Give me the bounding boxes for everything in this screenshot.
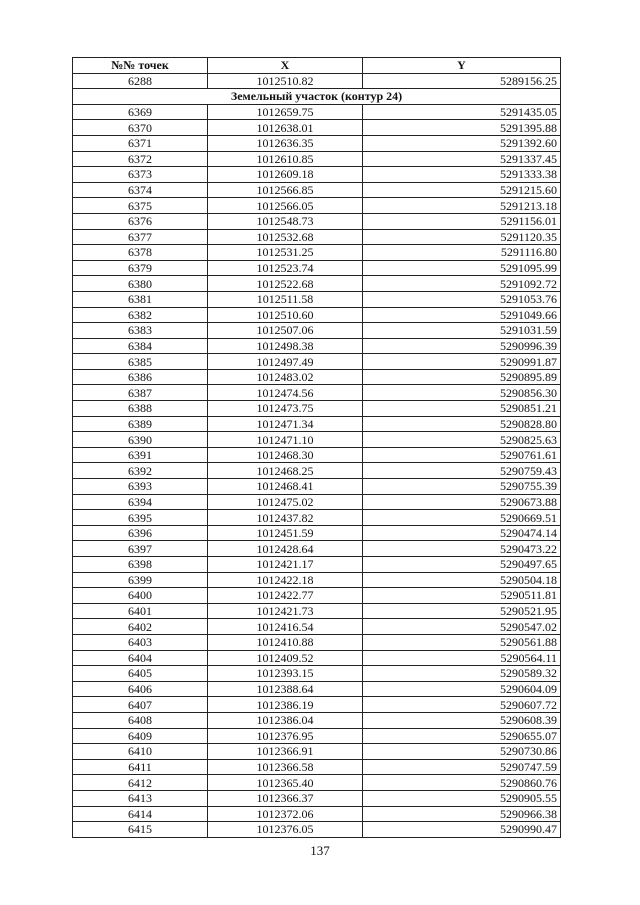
y-cell: 5290759.43 bbox=[363, 463, 561, 479]
table-row bbox=[73, 557, 561, 573]
x-cell: 1012566.05 bbox=[208, 198, 363, 214]
point-number-cell: 6395 bbox=[73, 510, 208, 526]
table-row bbox=[73, 369, 561, 385]
x-cell: 1012507.06 bbox=[208, 323, 363, 339]
x-cell: 1012474.56 bbox=[208, 385, 363, 401]
y-cell: 5291053.76 bbox=[363, 291, 561, 307]
x-cell: 1012511.58 bbox=[208, 291, 363, 307]
point-number-cell: 6393 bbox=[73, 479, 208, 495]
x-cell: 1012428.64 bbox=[208, 541, 363, 557]
y-cell: 5291049.66 bbox=[363, 307, 561, 323]
x-cell: 1012522.68 bbox=[208, 276, 363, 292]
table-row bbox=[73, 525, 561, 541]
point-number-cell: 6402 bbox=[73, 619, 208, 635]
y-cell: 5291337.45 bbox=[363, 151, 561, 167]
y-cell: 5290996.39 bbox=[363, 338, 561, 354]
y-cell: 5290966.38 bbox=[363, 806, 561, 822]
point-number-cell: 6404 bbox=[73, 650, 208, 666]
x-cell: 1012473.75 bbox=[208, 401, 363, 417]
x-cell: 1012451.59 bbox=[208, 525, 363, 541]
x-cell: 1012610.85 bbox=[208, 151, 363, 167]
table-row bbox=[73, 634, 561, 650]
y-cell: 5290747.59 bbox=[363, 759, 561, 775]
point-number-cell: 6385 bbox=[73, 354, 208, 370]
point-number-cell: 6390 bbox=[73, 432, 208, 448]
point-number-cell: 6412 bbox=[73, 775, 208, 791]
table-row bbox=[73, 151, 561, 167]
y-cell: 5290474.14 bbox=[363, 525, 561, 541]
point-number-cell: 6378 bbox=[73, 245, 208, 261]
y-cell: 5290511.81 bbox=[363, 588, 561, 604]
table-row bbox=[73, 650, 561, 666]
point-number-cell: 6396 bbox=[73, 525, 208, 541]
table-row bbox=[73, 182, 561, 198]
table-row bbox=[73, 822, 561, 838]
table-row bbox=[73, 229, 561, 245]
table-row bbox=[73, 260, 561, 276]
table-row bbox=[73, 806, 561, 822]
y-cell: 5290589.32 bbox=[363, 666, 561, 682]
table-row bbox=[73, 479, 561, 495]
point-number-cell: 6397 bbox=[73, 541, 208, 557]
point-number-cell: 6369 bbox=[73, 104, 208, 120]
y-cell: 5290905.55 bbox=[363, 790, 561, 806]
x-cell: 1012510.82 bbox=[208, 73, 363, 89]
table-row bbox=[73, 697, 561, 713]
table-row bbox=[73, 728, 561, 744]
table-row bbox=[73, 447, 561, 463]
x-cell: 1012532.68 bbox=[208, 229, 363, 245]
coordinates-table-container bbox=[72, 57, 560, 838]
x-cell: 1012566.85 bbox=[208, 182, 363, 198]
table-row bbox=[73, 759, 561, 775]
table-row bbox=[73, 790, 561, 806]
page-number: 137 bbox=[310, 843, 330, 858]
point-number-cell: 6399 bbox=[73, 572, 208, 588]
y-cell: 5291213.18 bbox=[363, 198, 561, 214]
point-number-cell: 6415 bbox=[73, 822, 208, 838]
coordinates-table bbox=[72, 57, 561, 838]
y-cell: 5290561.88 bbox=[363, 634, 561, 650]
y-cell: 5290755.39 bbox=[363, 479, 561, 495]
x-cell: 1012366.58 bbox=[208, 759, 363, 775]
y-cell: 5291116.80 bbox=[363, 245, 561, 261]
y-cell: 5290851.21 bbox=[363, 401, 561, 417]
x-cell: 1012510.60 bbox=[208, 307, 363, 323]
y-cell: 5291095.99 bbox=[363, 260, 561, 276]
point-number-cell: 6408 bbox=[73, 712, 208, 728]
table-row bbox=[73, 167, 561, 183]
point-number-cell: 6398 bbox=[73, 557, 208, 573]
table-row bbox=[73, 603, 561, 619]
point-number-cell: 6410 bbox=[73, 744, 208, 760]
x-cell: 1012421.17 bbox=[208, 557, 363, 573]
y-cell: 5290761.61 bbox=[363, 447, 561, 463]
y-cell: 5290473.22 bbox=[363, 541, 561, 557]
y-cell: 5291092.72 bbox=[363, 276, 561, 292]
point-number-cell: 6403 bbox=[73, 634, 208, 650]
y-cell: 5290564.11 bbox=[363, 650, 561, 666]
y-cell: 5290655.07 bbox=[363, 728, 561, 744]
y-cell: 5290991.87 bbox=[363, 354, 561, 370]
y-cell: 5291333.38 bbox=[363, 167, 561, 183]
y-cell: 5290497.65 bbox=[363, 557, 561, 573]
point-number-cell: 6411 bbox=[73, 759, 208, 775]
y-cell: 5290895.89 bbox=[363, 369, 561, 385]
point-number-cell: 6375 bbox=[73, 198, 208, 214]
header-y: Y bbox=[363, 58, 561, 74]
y-cell: 5291120.35 bbox=[363, 229, 561, 245]
table-row bbox=[73, 619, 561, 635]
point-number-cell: 6386 bbox=[73, 369, 208, 385]
y-cell: 5291395.88 bbox=[363, 120, 561, 136]
table-row bbox=[73, 666, 561, 682]
x-cell: 1012386.04 bbox=[208, 712, 363, 728]
y-cell: 5290828.80 bbox=[363, 416, 561, 432]
point-number-cell: 6389 bbox=[73, 416, 208, 432]
point-number-cell: 6394 bbox=[73, 494, 208, 510]
x-cell: 1012468.41 bbox=[208, 479, 363, 495]
x-cell: 1012409.52 bbox=[208, 650, 363, 666]
y-cell: 5290825.63 bbox=[363, 432, 561, 448]
table-row bbox=[73, 744, 561, 760]
point-number-cell: 6370 bbox=[73, 120, 208, 136]
table-row bbox=[73, 712, 561, 728]
table-header-row bbox=[73, 58, 561, 74]
point-number-cell: 6372 bbox=[73, 151, 208, 167]
y-cell: 5290607.72 bbox=[363, 697, 561, 713]
table-row bbox=[73, 432, 561, 448]
y-cell: 5290856.30 bbox=[363, 385, 561, 401]
table-row bbox=[73, 276, 561, 292]
x-cell: 1012376.05 bbox=[208, 822, 363, 838]
table-row bbox=[73, 245, 561, 261]
x-cell: 1012365.40 bbox=[208, 775, 363, 791]
table-row bbox=[73, 510, 561, 526]
table-row bbox=[73, 541, 561, 557]
x-cell: 1012497.49 bbox=[208, 354, 363, 370]
x-cell: 1012468.30 bbox=[208, 447, 363, 463]
y-cell: 5290673.88 bbox=[363, 494, 561, 510]
table-row bbox=[73, 588, 561, 604]
x-cell: 1012636.35 bbox=[208, 135, 363, 151]
point-number-cell: 6405 bbox=[73, 666, 208, 682]
point-number-cell: 6388 bbox=[73, 401, 208, 417]
point-number-cell: 6383 bbox=[73, 323, 208, 339]
table-row bbox=[73, 213, 561, 229]
table-row bbox=[73, 104, 561, 120]
x-cell: 1012422.77 bbox=[208, 588, 363, 604]
y-cell: 5291156.01 bbox=[363, 213, 561, 229]
x-cell: 1012471.10 bbox=[208, 432, 363, 448]
table-row bbox=[73, 572, 561, 588]
point-number-cell: 6379 bbox=[73, 260, 208, 276]
table-row bbox=[73, 681, 561, 697]
point-number-cell: 6401 bbox=[73, 603, 208, 619]
x-cell: 1012475.02 bbox=[208, 494, 363, 510]
point-number-cell: 6377 bbox=[73, 229, 208, 245]
x-cell: 1012468.25 bbox=[208, 463, 363, 479]
y-cell: 5289156.25 bbox=[363, 73, 561, 89]
x-cell: 1012372.06 bbox=[208, 806, 363, 822]
x-cell: 1012393.15 bbox=[208, 666, 363, 682]
table-row bbox=[73, 401, 561, 417]
table-row bbox=[73, 198, 561, 214]
point-number-cell: 6381 bbox=[73, 291, 208, 307]
point-number-cell: 6414 bbox=[73, 806, 208, 822]
x-cell: 1012437.82 bbox=[208, 510, 363, 526]
point-number-cell: 6374 bbox=[73, 182, 208, 198]
point-number-cell: 6288 bbox=[73, 73, 208, 89]
point-number-cell: 6407 bbox=[73, 697, 208, 713]
table-row bbox=[73, 385, 561, 401]
table-row bbox=[73, 135, 561, 151]
x-cell: 1012416.54 bbox=[208, 619, 363, 635]
point-number-cell: 6384 bbox=[73, 338, 208, 354]
point-number-cell: 6413 bbox=[73, 790, 208, 806]
table-row bbox=[73, 291, 561, 307]
y-cell: 5290504.18 bbox=[363, 572, 561, 588]
y-cell: 5290730.86 bbox=[363, 744, 561, 760]
point-number-cell: 6373 bbox=[73, 167, 208, 183]
y-cell: 5291392.60 bbox=[363, 135, 561, 151]
x-cell: 1012531.25 bbox=[208, 245, 363, 261]
table-row bbox=[73, 494, 561, 510]
x-cell: 1012548.73 bbox=[208, 213, 363, 229]
x-cell: 1012386.19 bbox=[208, 697, 363, 713]
point-number-cell: 6380 bbox=[73, 276, 208, 292]
table-row bbox=[73, 775, 561, 791]
x-cell: 1012523.74 bbox=[208, 260, 363, 276]
y-cell: 5290990.47 bbox=[363, 822, 561, 838]
x-cell: 1012388.64 bbox=[208, 681, 363, 697]
point-number-cell: 6406 bbox=[73, 681, 208, 697]
x-cell: 1012659.75 bbox=[208, 104, 363, 120]
y-cell: 5290669.51 bbox=[363, 510, 561, 526]
table-row bbox=[73, 307, 561, 323]
table-row bbox=[73, 338, 561, 354]
point-number-cell: 6392 bbox=[73, 463, 208, 479]
x-cell: 1012498.38 bbox=[208, 338, 363, 354]
table-row bbox=[73, 463, 561, 479]
x-cell: 1012376.95 bbox=[208, 728, 363, 744]
x-cell: 1012638.01 bbox=[208, 120, 363, 136]
x-cell: 1012410.88 bbox=[208, 634, 363, 650]
table-row bbox=[73, 120, 561, 136]
point-number-cell: 6376 bbox=[73, 213, 208, 229]
point-number-cell: 6391 bbox=[73, 447, 208, 463]
table-row bbox=[73, 73, 561, 89]
y-cell: 5291031.59 bbox=[363, 323, 561, 339]
y-cell: 5290860.76 bbox=[363, 775, 561, 791]
y-cell: 5291435.05 bbox=[363, 104, 561, 120]
point-number-cell: 6409 bbox=[73, 728, 208, 744]
point-number-cell: 6400 bbox=[73, 588, 208, 604]
point-number-cell: 6382 bbox=[73, 307, 208, 323]
y-cell: 5290604.09 bbox=[363, 681, 561, 697]
y-cell: 5290608.39 bbox=[363, 712, 561, 728]
point-number-cell: 6387 bbox=[73, 385, 208, 401]
y-cell: 5290547.02 bbox=[363, 619, 561, 635]
table-row bbox=[73, 354, 561, 370]
point-number-cell: 6371 bbox=[73, 135, 208, 151]
x-cell: 1012483.02 bbox=[208, 369, 363, 385]
x-cell: 1012422.18 bbox=[208, 572, 363, 588]
table-row bbox=[73, 416, 561, 432]
x-cell: 1012366.37 bbox=[208, 790, 363, 806]
x-cell: 1012609.18 bbox=[208, 167, 363, 183]
y-cell: 5290521.95 bbox=[363, 603, 561, 619]
y-cell: 5291215.60 bbox=[363, 182, 561, 198]
section-title: Земельный участок (контур 24) bbox=[73, 89, 561, 105]
x-cell: 1012471.34 bbox=[208, 416, 363, 432]
header-point-number: №№ точек bbox=[73, 58, 208, 74]
section-row bbox=[73, 89, 561, 105]
x-cell: 1012421.73 bbox=[208, 603, 363, 619]
x-cell: 1012366.91 bbox=[208, 744, 363, 760]
table-row bbox=[73, 323, 561, 339]
header-x: X bbox=[208, 58, 363, 74]
